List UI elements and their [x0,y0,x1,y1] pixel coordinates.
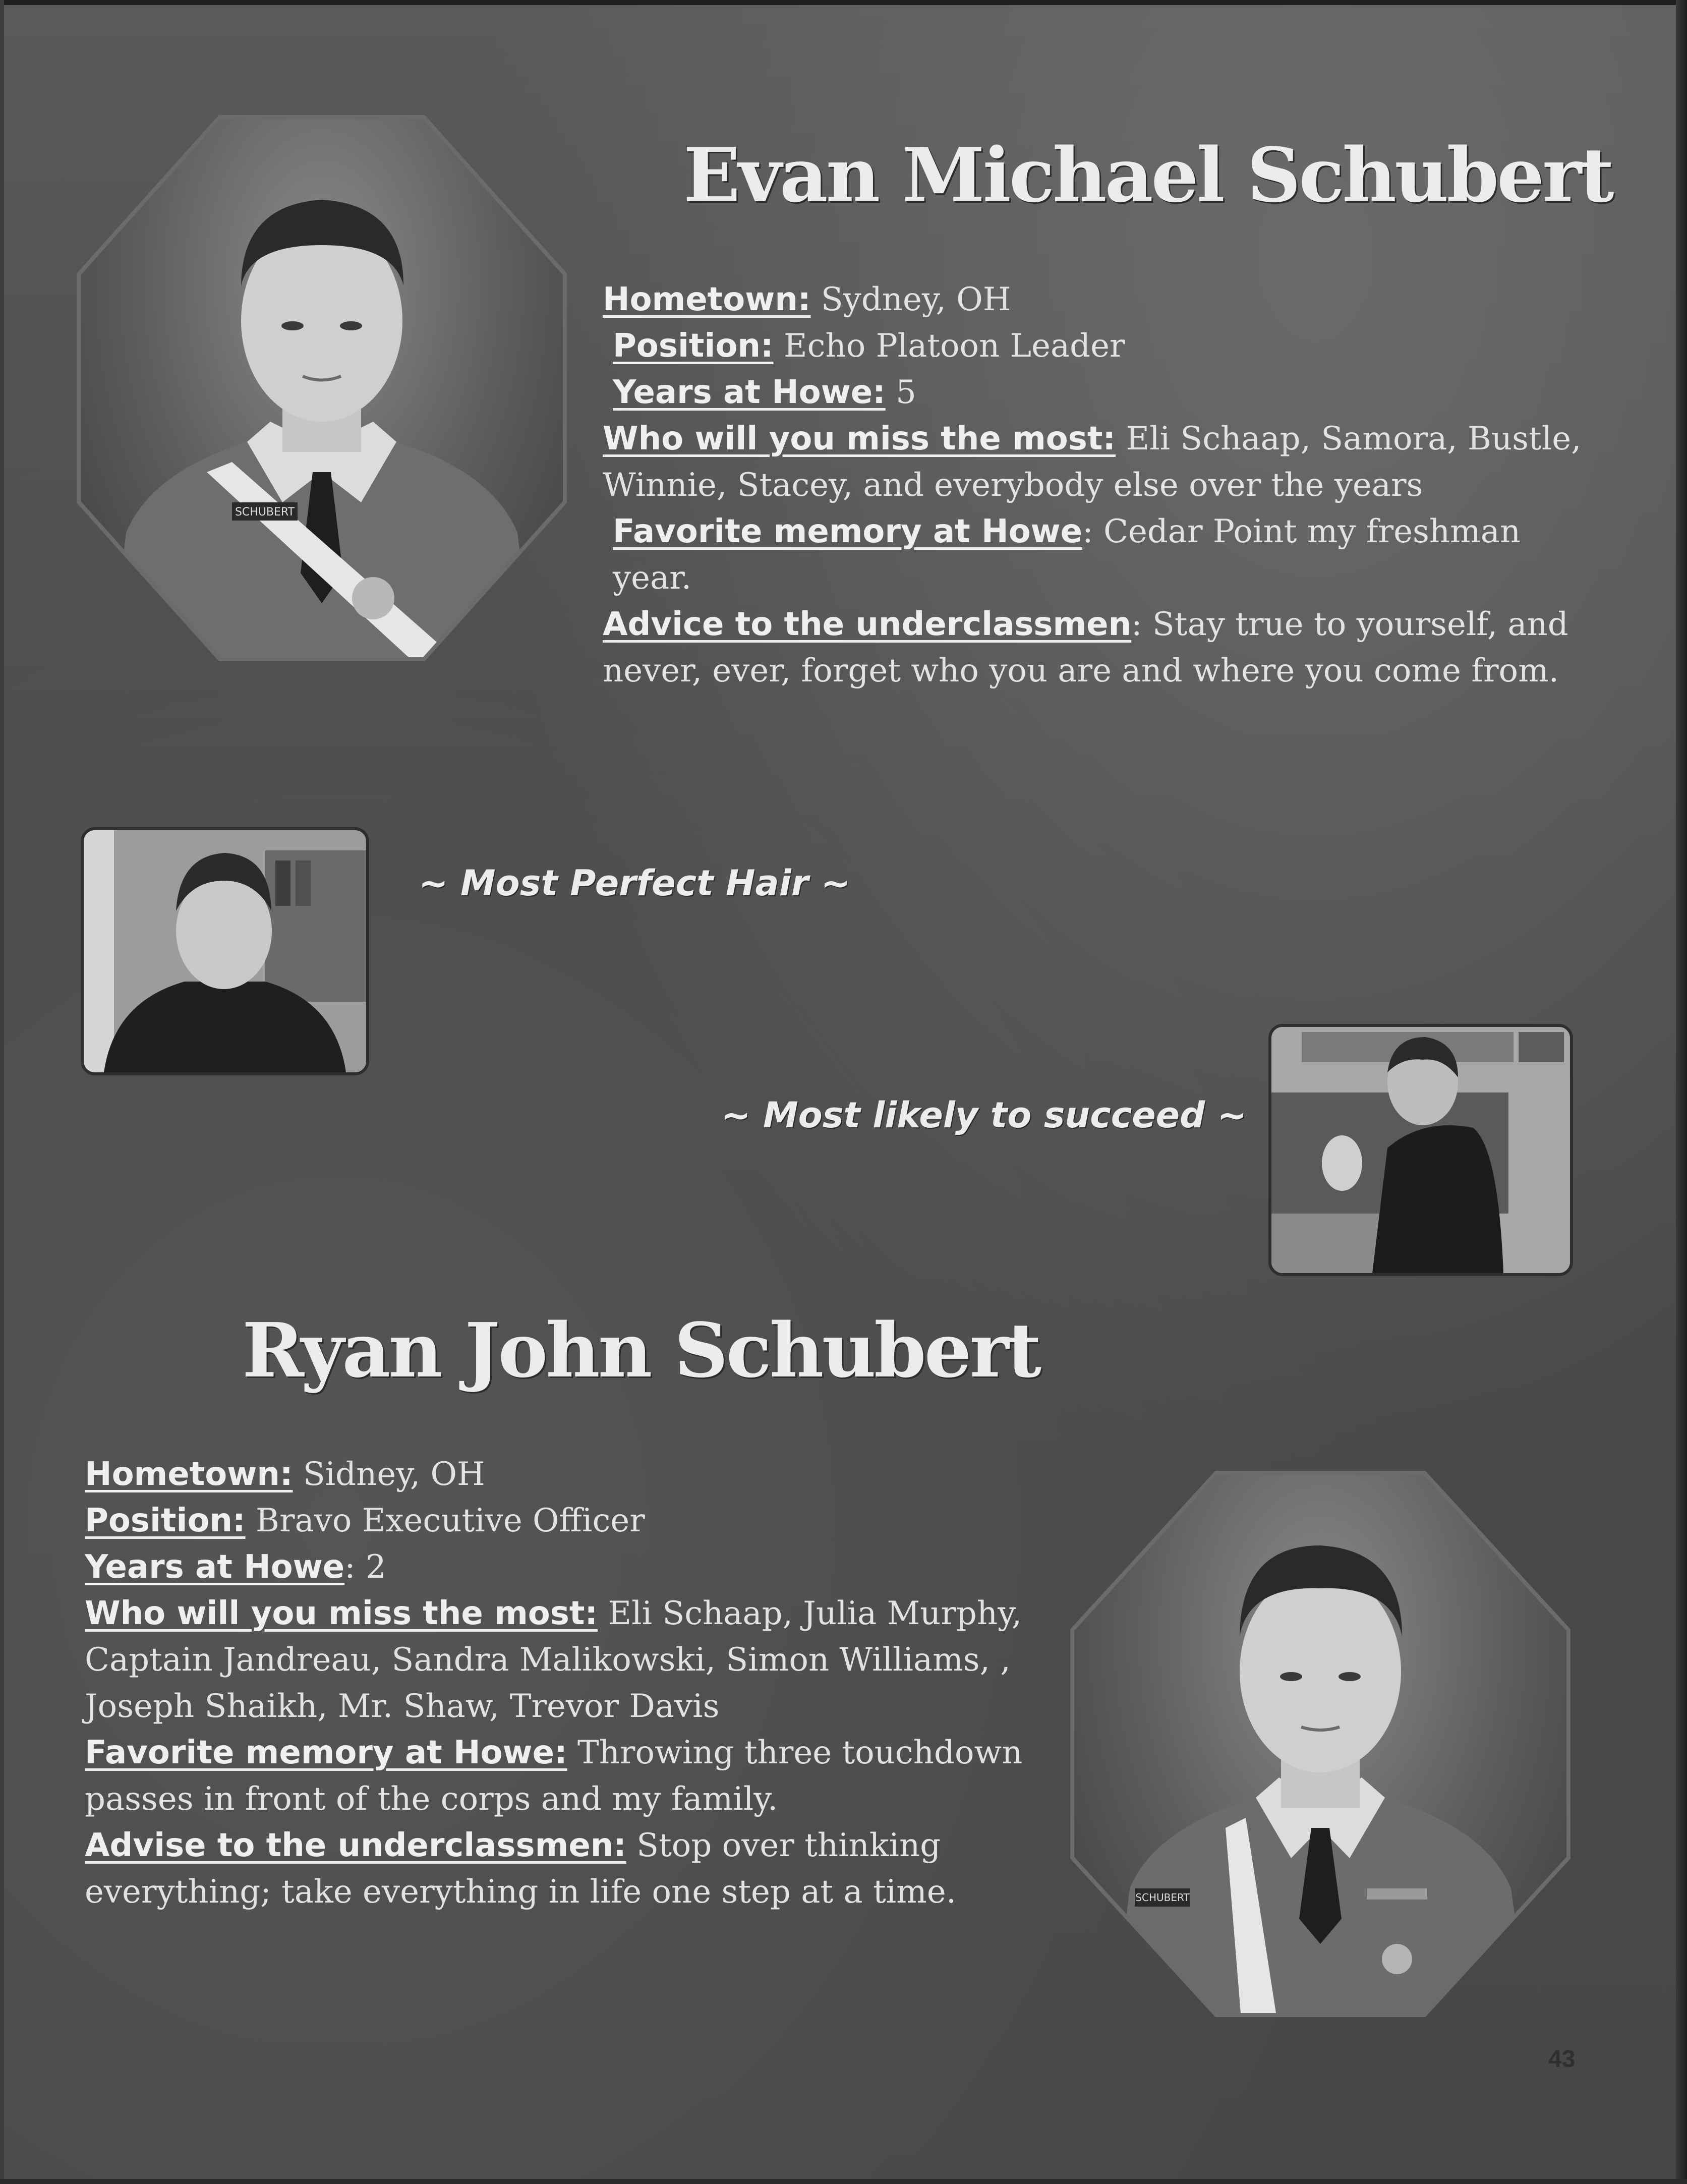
ryan-hometown-line [85,1451,1053,1498]
evan-miss-value: Eli Schaap, Samora, Bustle, Winnie, Stacey, and everybody else over the years [603,420,1582,504]
evan-advice-label: Advice to the underclassmen [603,606,1132,643]
ryan-advice-line [85,1822,1053,1915]
ryan-award: ~ Most likely to succeed ~ [721,1095,1247,1136]
evan-position-line [603,323,1586,369]
ryan-advice-label: Advise to the underclassmen: [85,1827,626,1864]
ryan-name-heading: Ryan John Schubert [242,1306,1040,1394]
scan-edge-right [1676,0,1687,2184]
ryan-portrait-illustration [1074,1475,1566,2013]
evan-bio [603,276,1586,694]
evan-nameplate: SCHUBERT [235,506,295,519]
evan-position-label: Position: [613,327,774,365]
evan-memory-value: : Cedar Point my freshman year. [613,513,1521,597]
ryan-position-line [85,1498,1053,1544]
evan-advice-value: : Stay true to yourself, and never, ever, forget who you are and where you come from. [603,606,1568,689]
ryan-candid-photo [1268,1024,1573,1276]
evan-memory-line [603,508,1586,601]
evan-hometown-line [603,276,1586,323]
ryan-portrait [1070,1471,1570,2017]
ryan-years-line [85,1544,1053,1590]
ryan-nameplate: SCHUBERT [1135,1891,1190,1904]
evan-miss-line [603,416,1586,508]
ryan-miss-value: Eli Schaap, Julia Murphy, Captain Jandreau, Sandra Malikowski, Simon Williams, , Joseph Shaikh, Mr. Shaw, Trevor Davis [85,1595,1022,1725]
evan-candid-illustration [84,830,366,1072]
ryan-candid-illustration [1271,1027,1570,1273]
evan-years-value: 5 [896,374,916,411]
evan-memory-label: Favorite memory at Howe [613,513,1083,550]
evan-years-label: Years at Howe: [613,374,886,411]
ryan-hometown-value: Sidney, OH [303,1456,485,1493]
evan-award: ~ Most Perfect Hair ~ [419,863,851,904]
ryan-memory-value: Throwing three touchdown passes in front of the corps and my family. [85,1734,1023,1818]
ryan-memory-label: Favorite memory at Howe: [85,1734,567,1771]
ryan-position-label: Position: [85,1502,246,1539]
ryan-position-value: Bravo Executive Officer [255,1502,645,1539]
evan-position-value: Echo Platoon Leader [783,327,1125,365]
ryan-years-label: Years at Howe [85,1548,345,1586]
ryan-years-value: : 2 [344,1548,386,1586]
scan-edge-left [0,0,4,2184]
evan-portrait [77,115,567,661]
evan-name-heading: Evan Michael Schubert [683,131,1612,219]
ryan-memory-line [85,1730,1053,1822]
ryan-advice-value: Stop over thinking everything; take everything in life one step at a time. [85,1827,957,1911]
scan-edge-top [0,0,1687,5]
evan-portrait-illustration [81,119,563,657]
evan-years-line [603,369,1586,416]
ryan-miss-label: Who will you miss the most: [85,1595,598,1632]
ryan-bio [85,1451,1053,1915]
evan-hometown-value: Sydney, OH [821,281,1011,318]
ryan-miss-line [85,1590,1053,1730]
evan-miss-label: Who will you miss the most: [603,420,1116,457]
evan-advice-line [603,601,1586,694]
page-number: 43 [1548,2046,1576,2073]
evan-hometown-label: Hometown: [603,281,811,318]
evan-candid-photo [81,827,369,1075]
ryan-hometown-label: Hometown: [85,1456,293,1493]
scan-edge-bottom [0,2179,1687,2184]
